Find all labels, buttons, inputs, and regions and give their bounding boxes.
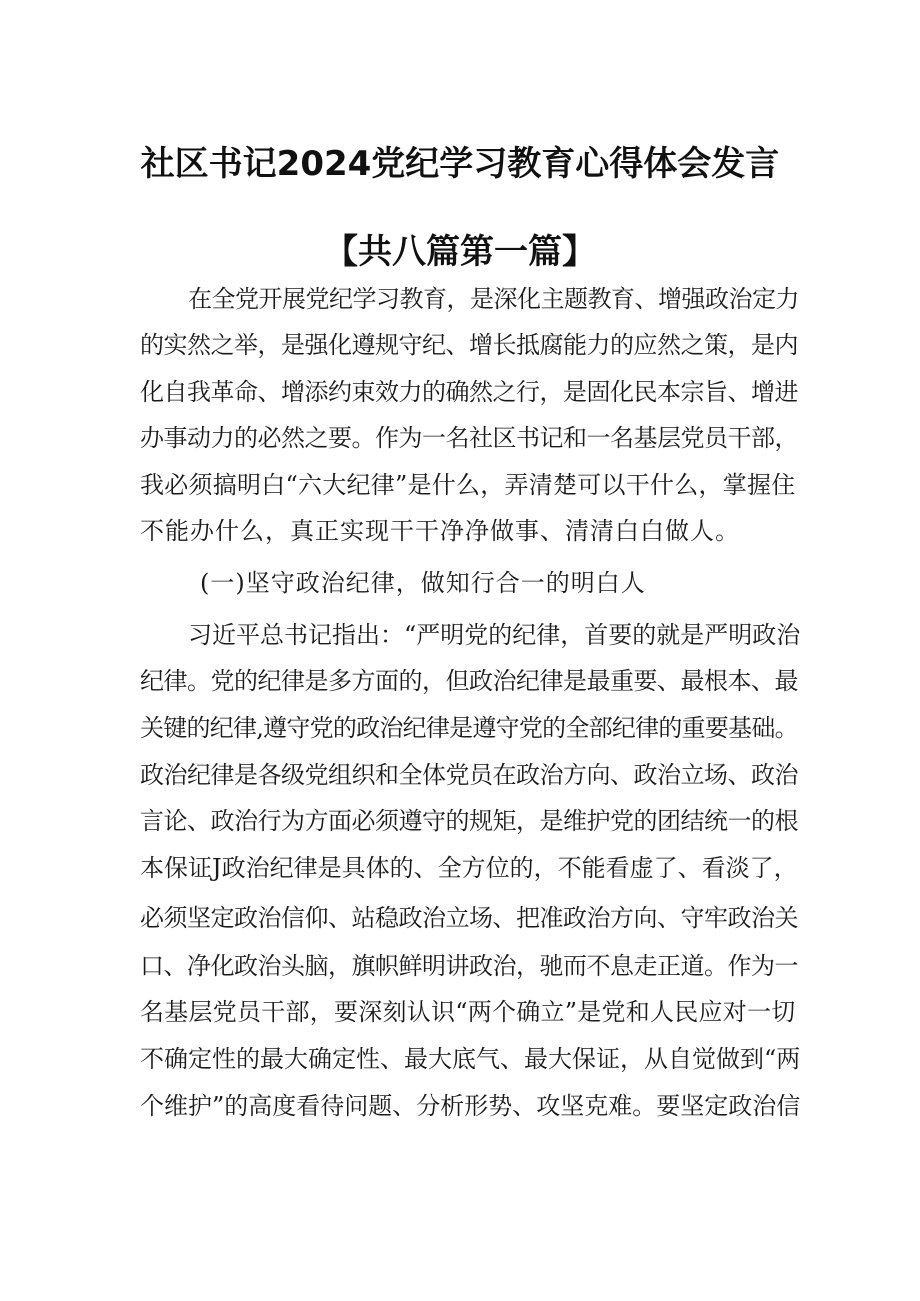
paragraph-line: 名基层党员干部，要深刻认识“两个确立”是党和人民应对一切 — [140, 998, 796, 1026]
paragraph-line: 不确定性的最大确定性、最大底气、最大保证，从自觉做到“两 — [140, 1045, 801, 1073]
paragraph-line: 办事动力的必然之要。作为一名社区书记和一名基层党员干部， — [140, 424, 798, 452]
paragraph-line: 口、净化政治头脑，旗帜鲜明讲政治，驰而不息走正道。作为一 — [140, 952, 798, 980]
paragraph-line: 纪律。党的纪律是多方面的，但政治纪律是最重要、最根本、最 — [140, 667, 798, 695]
paragraph-line: 本保证J政治纪律是具体的、全方位的，不能看虚了、看淡了， — [140, 854, 798, 882]
paragraph-line: 关键的纪律,遵守党的政治纪律是遵守党的全部纪律的重要基础。 — [140, 714, 798, 742]
section-heading: (一)坚守政治纪律，做知行合一的明白人 — [200, 569, 646, 597]
paragraph-line: 不能办什么，真正实现干干净净做事、清清白白做人。 — [140, 517, 740, 545]
paragraph-line: 习近平总书记指出：“严明党的纪律，首要的就是严明政治 — [188, 621, 801, 649]
paragraph-line: 个维护”的高度看待问题、分析形势、攻坚克难。要坚定政治信 — [140, 1092, 801, 1120]
paragraph-line: 言论、政治行为方面必须遵守的规矩，是维护党的团结统一的根 — [140, 807, 798, 835]
paragraph-line: 化自我革命、增添约束效力的确然之行，是固化民本宗旨、增进 — [140, 378, 798, 406]
paragraph-line: 我必须搞明白“六大纪律”是什么，弄清楚可以干什么，掌握住 — [140, 471, 796, 499]
paragraph-line: 政治纪律是各级党组织和全体党员在政治方向、政治立场、政治 — [140, 761, 798, 789]
paragraph-line: 必须坚定政治信仰、站稳政治立场、把准政治方向、守牢政治关 — [140, 904, 798, 932]
document-subtitle: 【共八篇第一篇】 — [324, 232, 596, 272]
paragraph-line: 在全党开展党纪学习教育，是深化主题教育、增强政治定力 — [188, 285, 799, 313]
paragraph-line: 的实然之举，是强化遵规守纪、增长抵腐能力的应然之策，是内 — [140, 331, 798, 359]
document-title: 社区书记2024党纪学习教育心得体会发言 — [140, 144, 780, 184]
